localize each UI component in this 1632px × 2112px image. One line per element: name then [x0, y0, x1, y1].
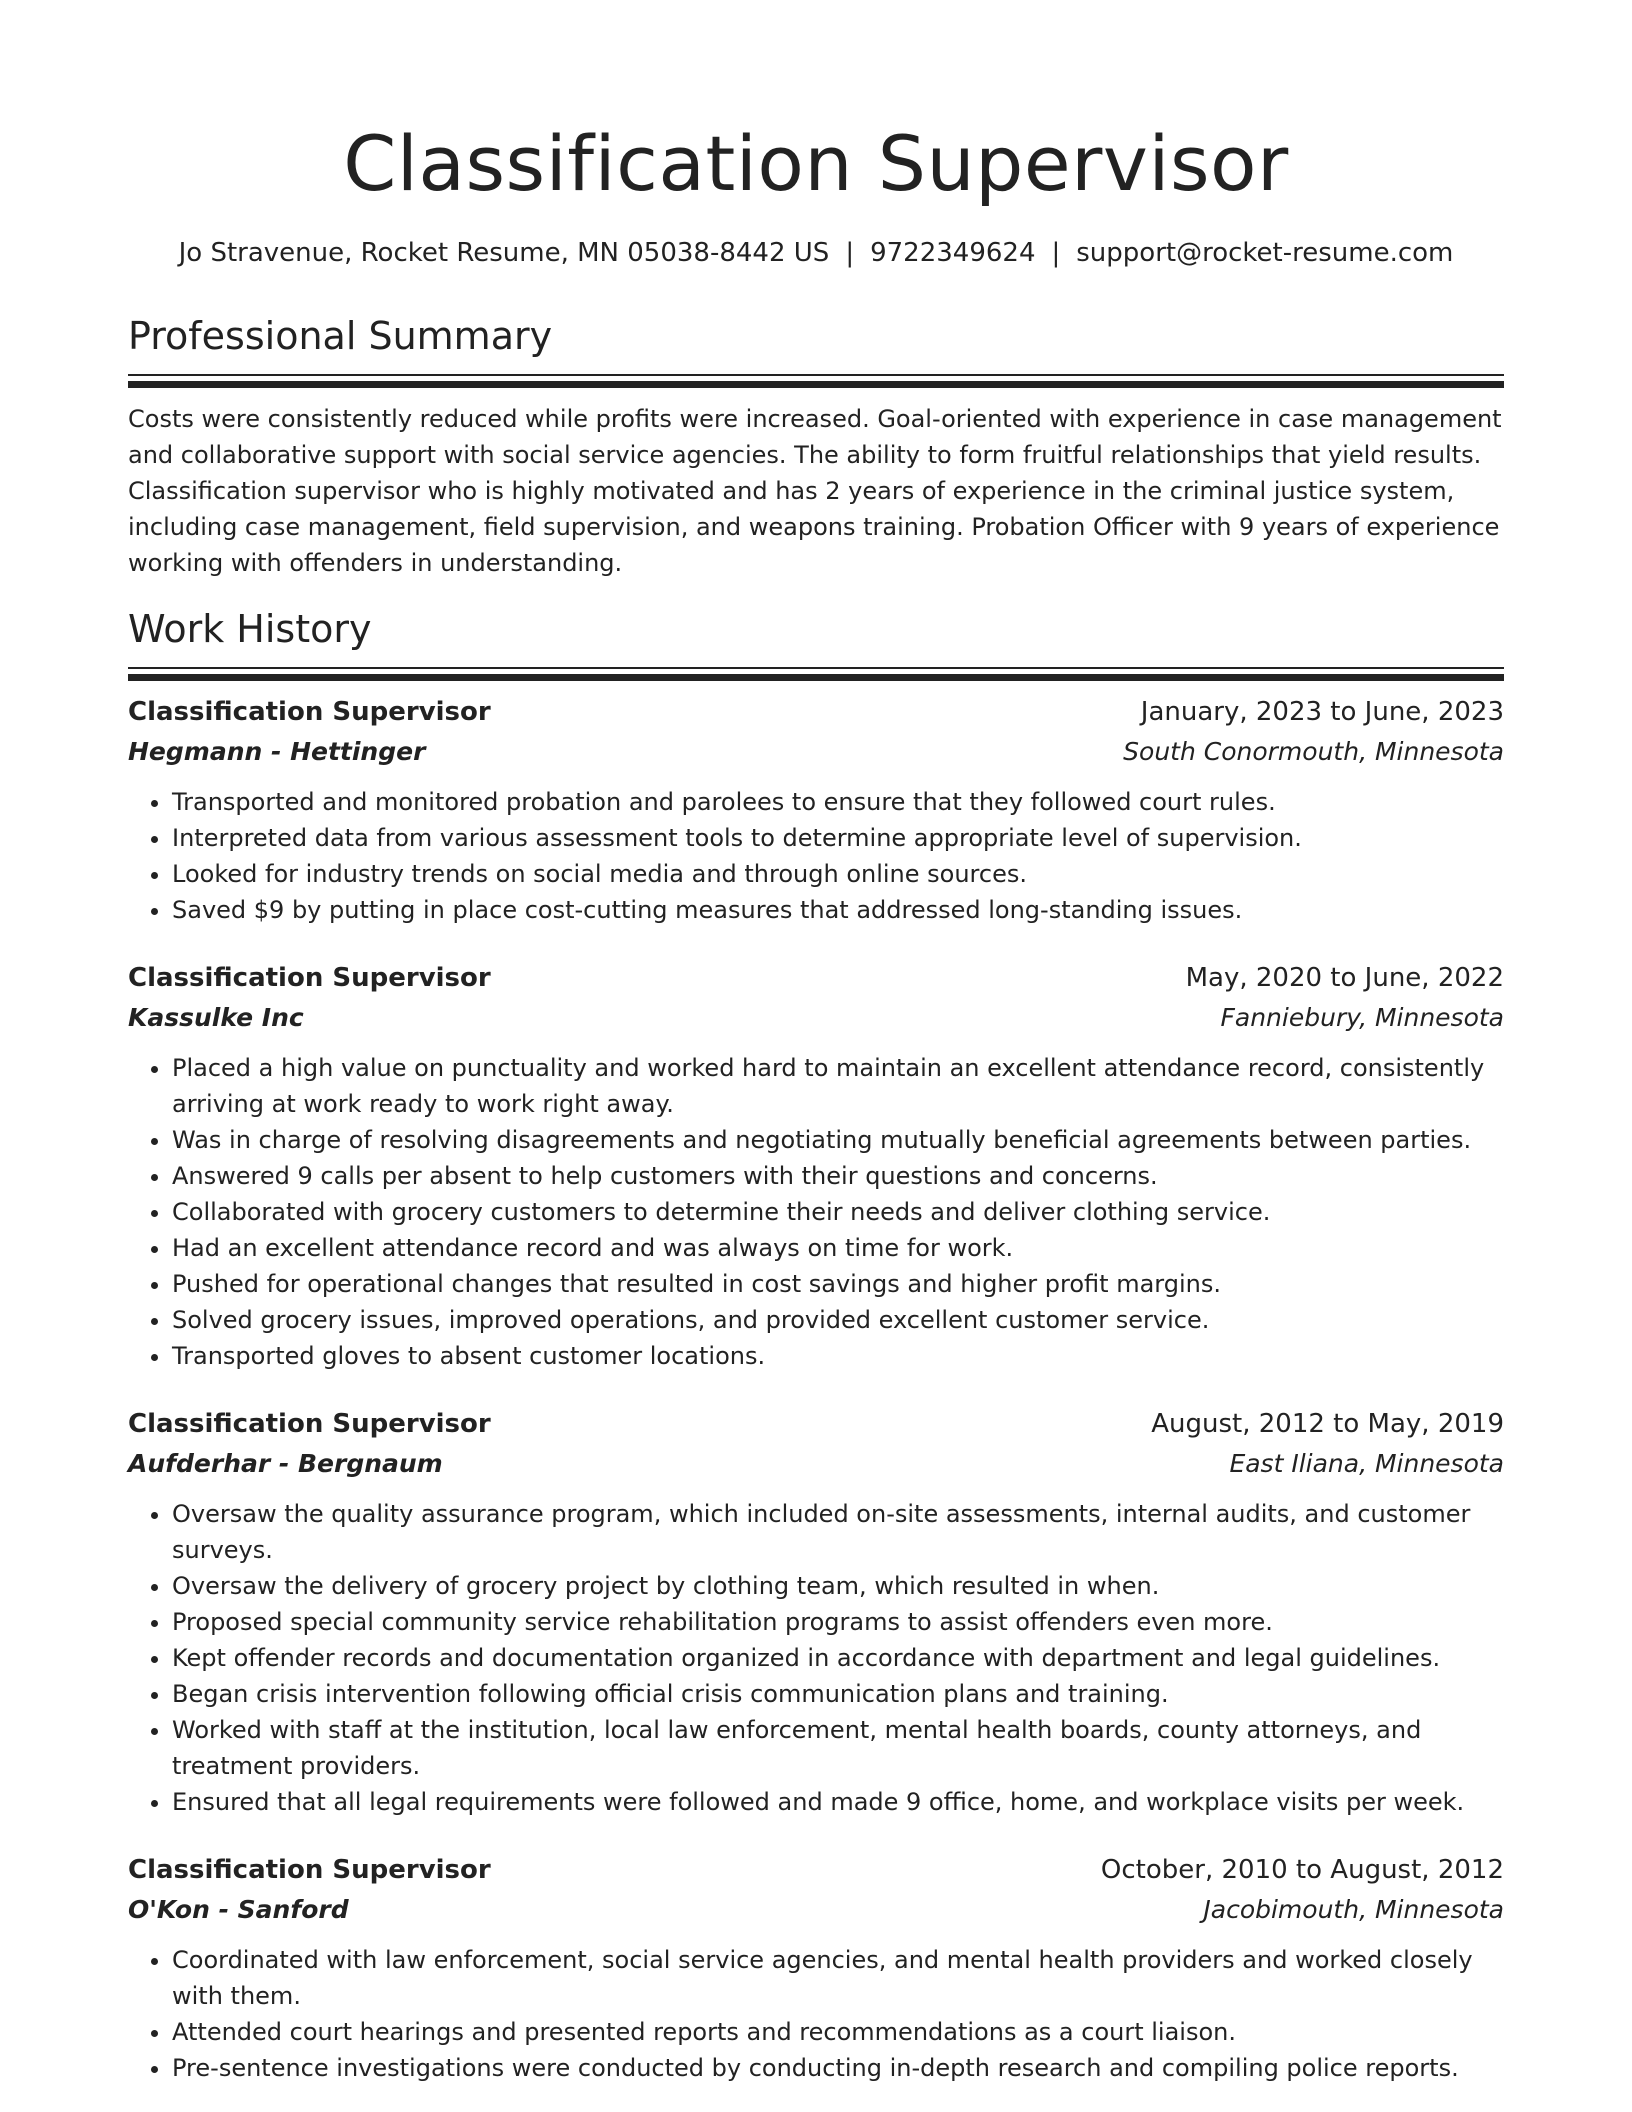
job-dates: August, 2012 to May, 2019 [1151, 1409, 1504, 1439]
job-header-row [128, 1404, 1504, 1444]
job-title: Classification Supervisor [128, 697, 491, 727]
work-history-list [128, 692, 1504, 2086]
job-company: Kassulke Inc [128, 1003, 304, 1032]
job-bullet: • Coordinated with law enforcement, social service agencies, and mental health providers and worked closely with them. [172, 1942, 1504, 2014]
job-bullet: • Pre-sentence investigations were conducted by conducting in-depth research and compiling police reports. [172, 2050, 1504, 2086]
job-bullet-list [128, 1050, 1504, 1374]
job-bullet: • Ensured that all legal requirements were followed and made 9 office, home, and workplace visits per week. [172, 1784, 1504, 1820]
section-divider [128, 374, 1504, 381]
job-title: Classification Supervisor [128, 1855, 491, 1885]
contact-separator: | [1051, 238, 1061, 268]
job-company-row [128, 1890, 1504, 1930]
job-company-row [128, 732, 1504, 772]
job-dates: January, 2023 to June, 2023 [1140, 697, 1504, 727]
job-company: Aufderhar - Bergnaum [128, 1449, 443, 1478]
contact-line [128, 236, 1504, 270]
job-company: Hegmann - Hettinger [128, 737, 426, 766]
resume-name: Classification Supervisor [343, 119, 1289, 208]
work-history-heading: Work History [128, 607, 372, 651]
job-location: Fanniebury, Minnesota [1220, 1003, 1504, 1032]
job-location: Jacobimouth, Minnesota [1203, 1895, 1504, 1924]
job-company-row [128, 998, 1504, 1038]
job-bullet: • Solved grocery issues, improved operations, and provided excellent customer service. [172, 1302, 1504, 1338]
job-location: South Conormouth, Minnesota [1123, 737, 1504, 766]
job-bullet: • Kept offender records and documentation organized in accordance with department and legal guidelines. [172, 1640, 1504, 1676]
job-bullet: • Oversaw the delivery of grocery project by clothing team, which resulted in when. [172, 1568, 1504, 1604]
job-bullet: • Transported and monitored probation and parolees to ensure that they followed court rules. [172, 784, 1504, 820]
job-title: Classification Supervisor [128, 963, 491, 993]
job-bullet: • Attended court hearings and presented reports and recommendations as a court liaison. [172, 2014, 1504, 2050]
job-bullet: • Began crisis intervention following official crisis communication plans and training. [172, 1676, 1504, 1712]
job-bullet: • Placed a high value on punctuality and worked hard to maintain an excellent attendance record, consistently arriving at work ready to work right away. [172, 1050, 1504, 1122]
job-header-row [128, 692, 1504, 732]
job-dates: May, 2020 to June, 2022 [1185, 963, 1504, 993]
job-entry [128, 1850, 1504, 2086]
job-bullet: • Transported gloves to absent customer locations. [172, 1338, 1504, 1374]
job-header-row [128, 958, 1504, 998]
job-bullet-list [128, 1496, 1504, 1820]
contact-phone: 9722349624 [870, 238, 1036, 268]
job-bullet: • Worked with staff at the institution, local law enforcement, mental health boards, county attorneys, and treatment providers. [172, 1712, 1504, 1784]
job-bullet: • Collaborated with grocery customers to determine their needs and deliver clothing service. [172, 1194, 1504, 1230]
job-entry [128, 958, 1504, 1374]
job-bullet: • Saved $9 by putting in place cost-cutting measures that addressed long-standing issues. [172, 892, 1504, 928]
job-bullet: • Had an excellent attendance record and was always on time for work. [172, 1230, 1504, 1266]
job-bullet: • Looked for industry trends on social media and through online sources. [172, 856, 1504, 892]
job-entry [128, 692, 1504, 928]
job-bullet: • Interpreted data from various assessment tools to determine appropriate level of supervision. [172, 820, 1504, 856]
summary-text: Costs were consistently reduced while profits were increased. Goal-oriented with experience in case management and collaborative support with social service agencies. The ability to form fruitful relationships that yield results. Classification supervisor who is highly motivated and has 2 years of experience in the criminal justice system, including case management, field supervision, and weapons training. Probation Officer with 9 years of experience working with offenders in understanding. [128, 405, 1502, 577]
job-header-row [128, 1850, 1504, 1890]
contact-address: Jo Stravenue, Rocket Resume, MN 05038-8442 US [178, 238, 830, 268]
summary-heading: Professional Summary [128, 314, 553, 358]
job-entry [128, 1404, 1504, 1820]
job-company: O'Kon - Sanford [128, 1895, 349, 1924]
job-company-row [128, 1444, 1504, 1484]
job-bullet: • Pushed for operational changes that resulted in cost savings and higher profit margins. [172, 1266, 1504, 1302]
job-bullet: • Was in charge of resolving disagreements and negotiating mutually beneficial agreements between parties. [172, 1122, 1504, 1158]
contact-email: support@rocket-resume.com [1076, 238, 1454, 268]
job-bullet-list [128, 784, 1504, 928]
job-bullet-list [128, 1942, 1504, 2086]
job-bullet: • Proposed special community service rehabilitation programs to assist offenders even more. [172, 1604, 1504, 1640]
job-location: East Iliana, Minnesota [1229, 1449, 1504, 1478]
job-bullet: • Oversaw the quality assurance program, which included on-site assessments, internal audits, and customer surveys. [172, 1496, 1504, 1568]
job-dates: October, 2010 to August, 2012 [1100, 1855, 1504, 1885]
section-divider [128, 667, 1504, 674]
contact-separator: | [845, 238, 855, 268]
job-title: Classification Supervisor [128, 1409, 491, 1439]
job-bullet: • Answered 9 calls per absent to help customers with their questions and concerns. [172, 1158, 1504, 1194]
